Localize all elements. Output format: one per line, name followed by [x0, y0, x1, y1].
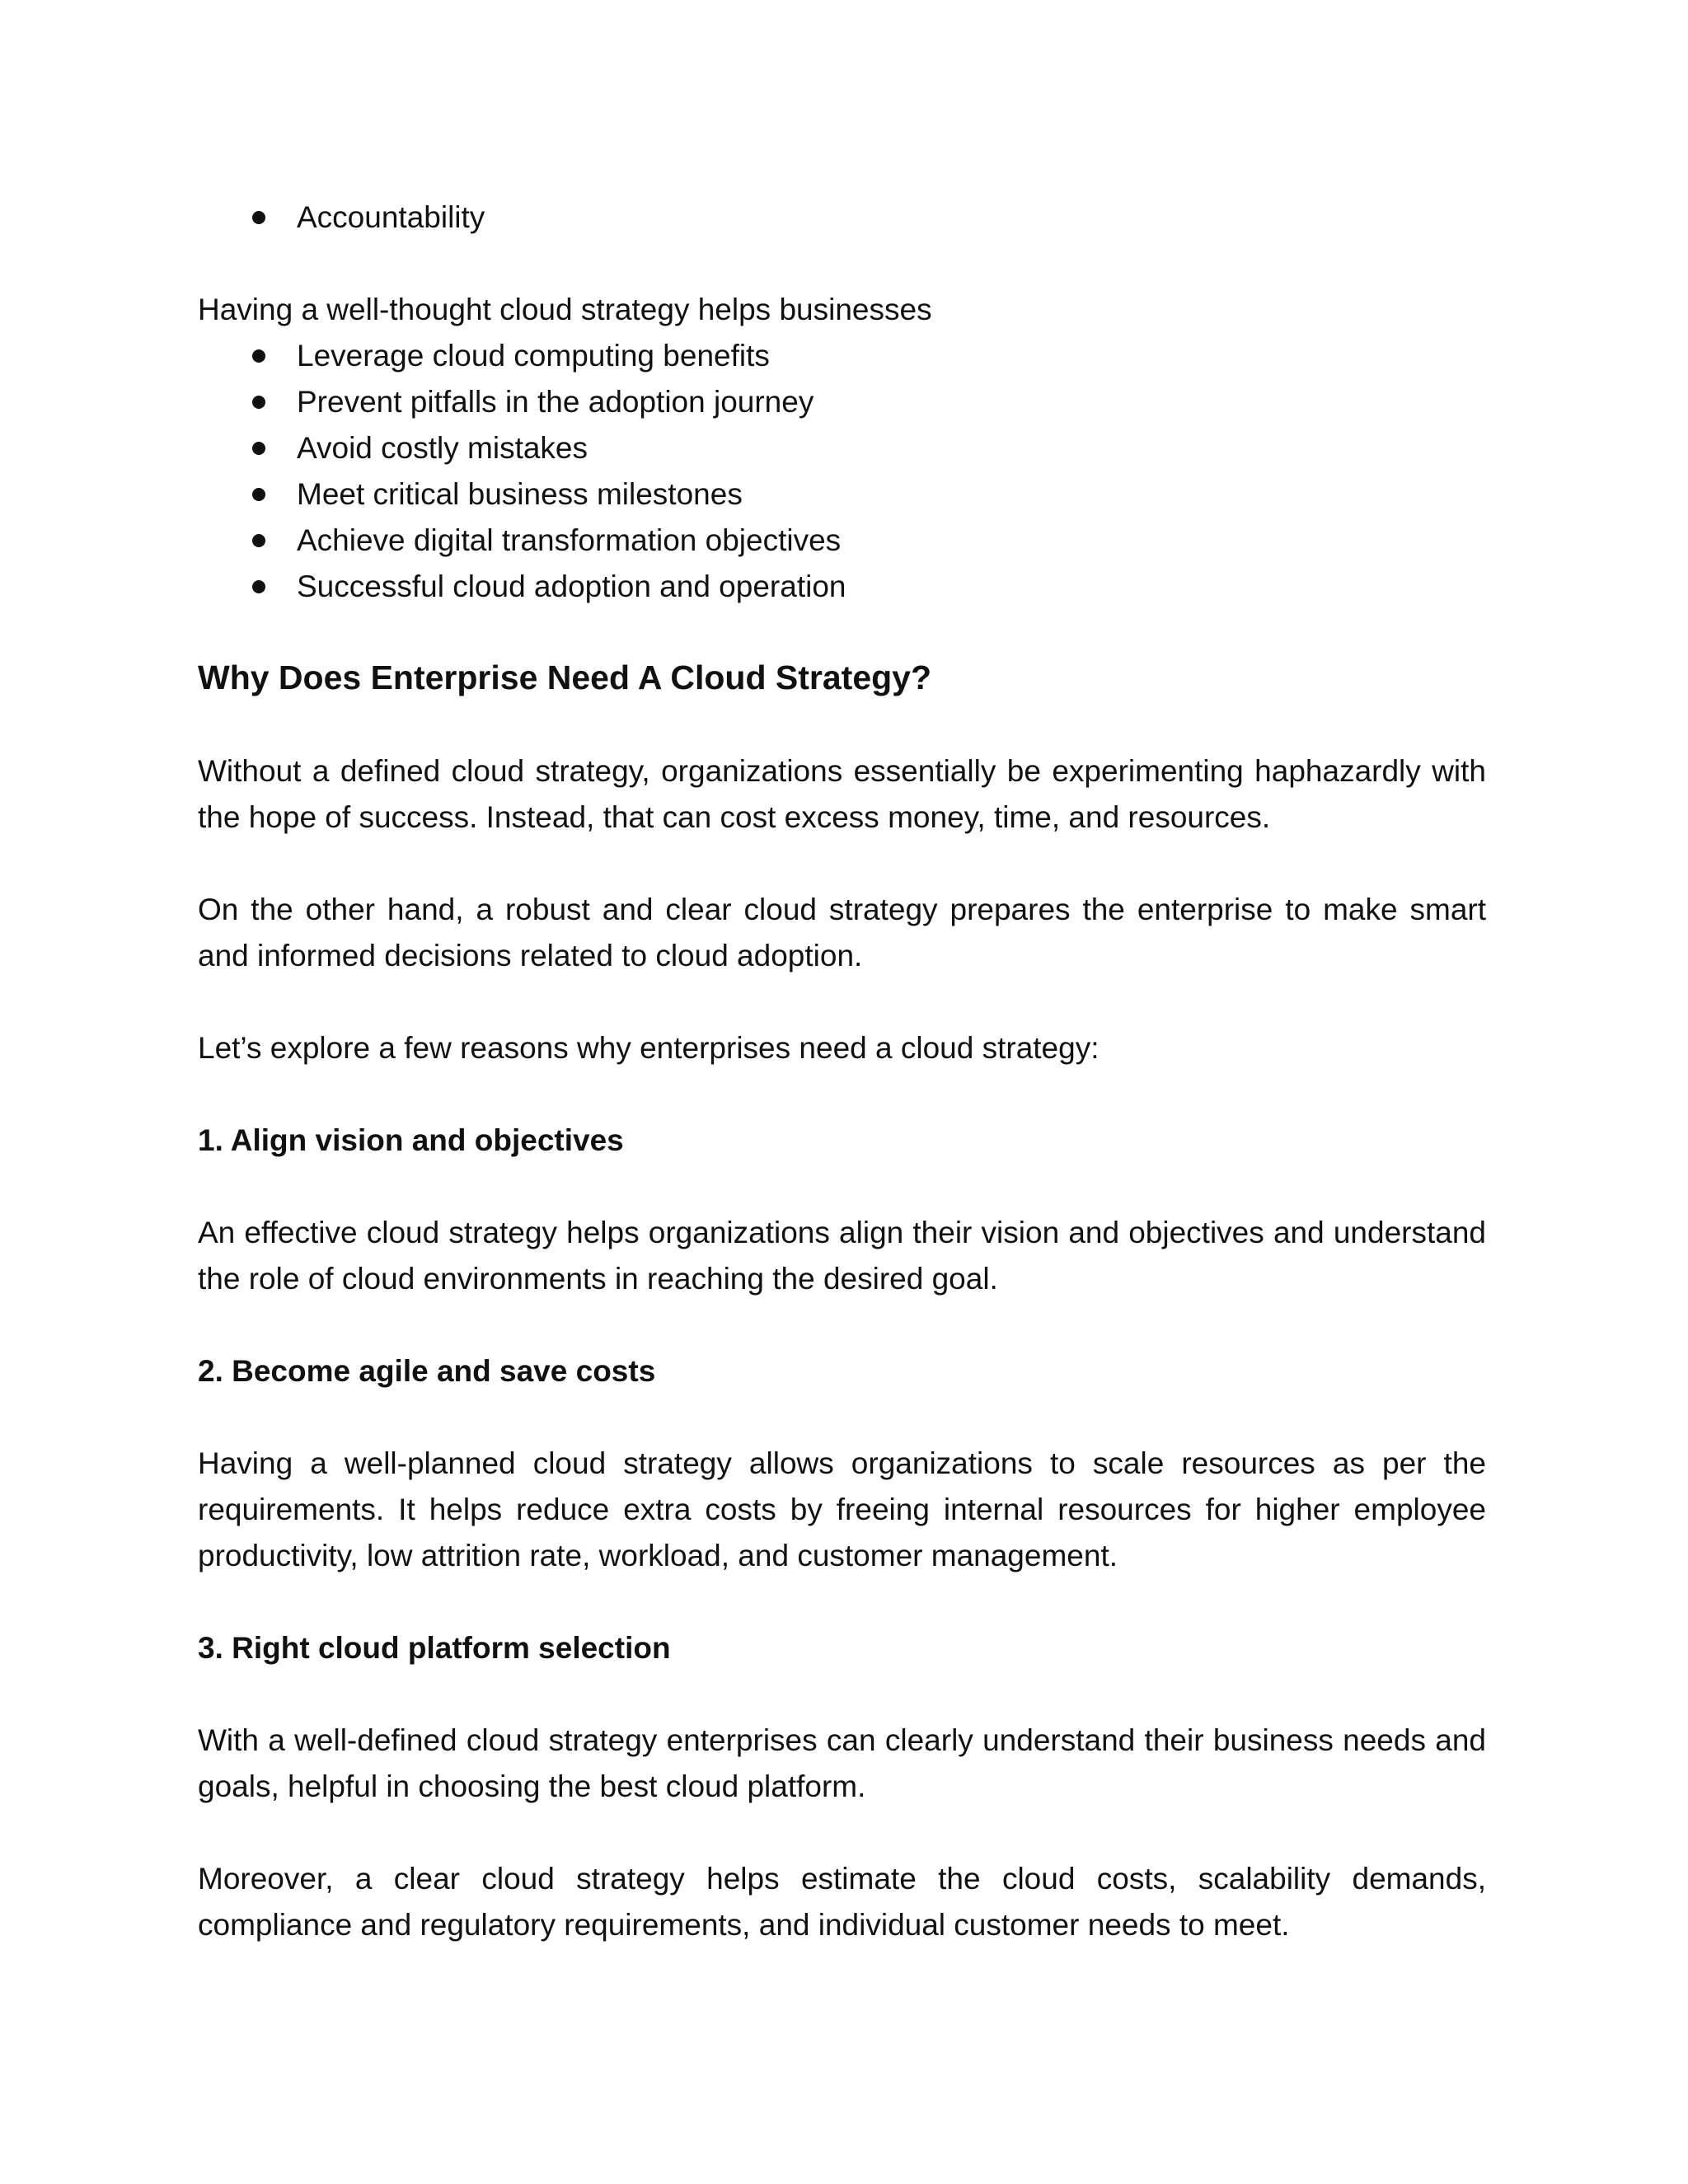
paragraph-agile-costs: Having a well-planned cloud strategy allows organizations to scale resources as per the requirements. It helps reduce extra costs by freeing internal resources for higher employee productivity, low attrition rate, workload, and customer management. [198, 1446, 1486, 1572]
list-item: Avoid costly mistakes [198, 425, 1486, 471]
list-item: Prevent pitfalls in the adoption journey [198, 379, 1486, 425]
paragraph-explore-reasons: Let’s explore a few reasons why enterprises need a cloud strategy: [198, 1031, 1100, 1065]
paragraph-align-vision: An effective cloud strategy helps organizations align their vision and objectives and understand the role of cloud environments in reaching the desired goal. [198, 1216, 1486, 1296]
list-item: Achieve digital transformation objectives [198, 518, 1486, 564]
document-page [198, 194, 1486, 1948]
subheading-agile-costs: 2. Become agile and save costs [198, 1354, 656, 1388]
benefits-list [198, 333, 1486, 610]
list-item: Successful cloud adoption and operation [198, 564, 1486, 610]
subheading-platform-selection: 3. Right cloud platform selection [198, 1631, 671, 1665]
subheading-align-vision: 1. Align vision and objectives [198, 1123, 624, 1157]
intro-text: Having a well-thought cloud strategy helps businesses [198, 293, 932, 326]
list-item: Leverage cloud computing benefits [198, 333, 1486, 379]
list-item: Accountability [198, 194, 1486, 241]
paragraph-platform-selection: With a well-defined cloud strategy enterprises can clearly understand their business needs and goals, helpful in choosing the best cloud platform. [198, 1723, 1486, 1803]
paragraph-robust-strategy: On the other hand, a robust and clear cloud strategy prepares the enterprise to make smart and informed decisions related to cloud adoption. [198, 893, 1486, 972]
list-item: Meet critical business milestones [198, 471, 1486, 518]
section-heading: Why Does Enterprise Need A Cloud Strategy? [198, 658, 932, 696]
paragraph-without-strategy: Without a defined cloud strategy, organizations essentially be experimenting haphazardly with the hope of success. Instead, that can cost excess money, time, and resources. [198, 754, 1486, 834]
paragraph-moreover: Moreover, a clear cloud strategy helps estimate the cloud costs, scalability demands, compliance and regulatory requirements, and individual customer needs to meet. [198, 1862, 1486, 1942]
top-bullet-list [198, 194, 1486, 241]
